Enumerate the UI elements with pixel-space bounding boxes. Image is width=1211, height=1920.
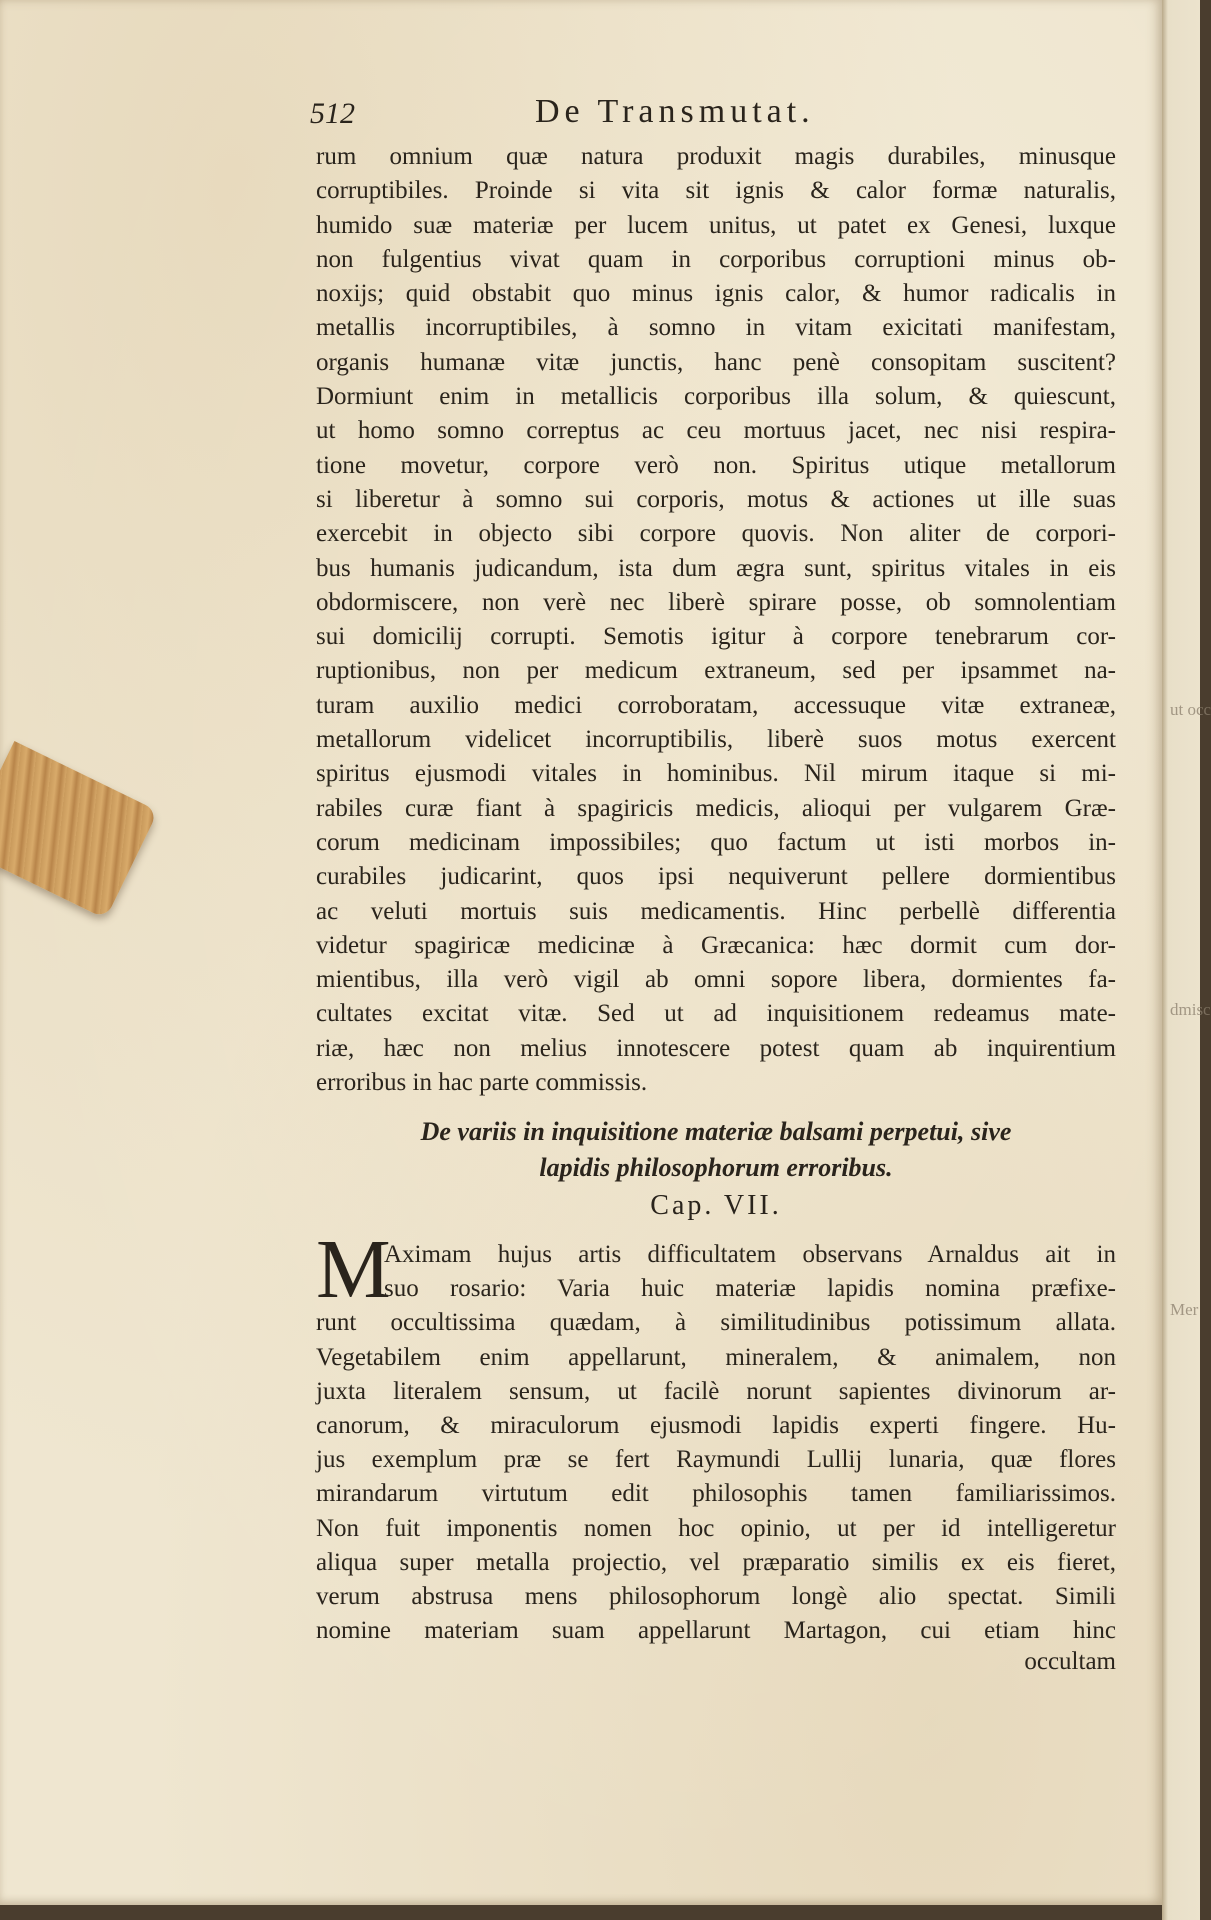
text-line: jus exemplum præ se fert Raymundi Lullij lunaria, quæ flores xyxy=(316,1446,1116,1474)
text-line: rum omnium quæ natura produxit magis durabiles, minusque xyxy=(316,143,1116,170)
section-title-line: lapidis philosophorum erroribus. xyxy=(539,1153,893,1182)
text-line: ac veluti mortuis suis medicamentis. Hinc perbellè differentia xyxy=(316,897,1116,925)
text-line: humido suæ materiæ per lucem unitus, ut patet ex Genesi, luxque xyxy=(316,211,1116,239)
text-line: tione movetur, corpore verò non. Spiritus utique metallorum xyxy=(316,451,1116,479)
text-line: juxta literalem sensum, ut facilè norunt sapientes divinorum ar- xyxy=(316,1377,1116,1405)
section-title xyxy=(346,1114,1086,1186)
text-line: Non fuit imponentis nomen hoc opinio, ut per id intelligeretur xyxy=(316,1514,1116,1542)
text-line: cultates excitat vitæ. Sed ut ad inquisitionem redeamus mate- xyxy=(316,1000,1116,1028)
drop-cap: M xyxy=(316,1223,391,1316)
text-line: exercebit in objecto sibi corpore quovis. Non aliter de corpori- xyxy=(316,520,1116,548)
text-line: ut homo somno correptus ac ceu mortuus jacet, nec nisi respira- xyxy=(316,417,1116,445)
text-line: mirandarum virtutum edit philosophis tamen familiarissimos. xyxy=(316,1480,1116,1508)
text-line: Dormiunt enim in metallicis corporibus illa solum, & quiescunt, xyxy=(316,383,1116,411)
text-line: noxijs; quid obstabit quo minus ignis calor, & humor radicalis in xyxy=(316,280,1116,308)
text-line: Vegetabilem enim appellarunt, mineralem, & animalem, non xyxy=(316,1343,1116,1371)
text-line: turam auxilio medici corroboratam, accessuque vitæ extraneæ, xyxy=(316,691,1116,719)
running-head: De Transmutat. xyxy=(535,93,815,130)
text-line: corum medicinam impossibiles; quo factum ut isti morbos in- xyxy=(316,828,1116,856)
text-line: metallorum videlicet incorruptibilis, liberè suos motus exercent xyxy=(316,726,1116,754)
text-line: verum abstrusa mens philosophorum longè alio spectat. Simili xyxy=(316,1583,1116,1611)
text-line: obdormiscere, non verè nec liberè spirare posse, ob somnolentiam xyxy=(316,588,1116,616)
text-line: suo rosario: Varia huic materiæ lapidis nomina præfixe- xyxy=(384,1275,1116,1303)
text-line: riæ, hæc non melius innotescere potest quam ab inquirentium xyxy=(316,1034,1116,1062)
text-line: runt occultissima quædam, à similitudinibus potissimum allata. xyxy=(316,1309,1116,1337)
text-line: curabiles judicarint, quos ipsi nequiverunt pellere dormientibus xyxy=(316,863,1116,891)
facing-page-edge xyxy=(1162,0,1211,1920)
text-line: videtur spagiricæ medicinæ à Græcanica: hæc dormit cum dor- xyxy=(316,931,1116,959)
body-text xyxy=(316,140,1116,1100)
text-line: organis humanæ vitæ junctis, hanc penè consopitam suscitent? xyxy=(316,348,1116,376)
text-line: ruptionibus, non per medicum extraneum, sed per ipsammet na- xyxy=(316,657,1116,685)
text-line: spiritus ejusmodi vitales in hominibus. Nil mirum itaque si mi- xyxy=(316,760,1116,788)
text-line: corruptibiles. Proinde si vita sit ignis & calor formæ naturalis, xyxy=(316,177,1116,205)
catchword: occultam xyxy=(1024,1648,1116,1675)
text-line: aliqua super metalla projectio, vel præparatio similis ex eis fieret, xyxy=(316,1548,1116,1576)
text-line: sui domicilij corrupti. Semotis igitur à corpore tenebrarum cor- xyxy=(316,623,1116,651)
text-line: metallis incorruptibiles, à somno in vitam exicitati manifestam, xyxy=(316,314,1116,342)
page-header xyxy=(310,93,1120,138)
text-line: Aximam hujus artis difficultatem observans Arnaldus ait in xyxy=(384,1241,1116,1268)
facing-page-fragment: dmisc xyxy=(1170,1000,1211,1019)
text-line: bus humanis judicandum, ista dum ægra sunt, spiritus vitales in eis xyxy=(316,554,1116,582)
section-title-line: De variis in inquisitione materiæ balsami perpetui, sive xyxy=(420,1117,1012,1146)
chapter-heading: Cap. VII. xyxy=(650,1190,782,1221)
text-line: mientibus, illa verò vigil ab omni sopore libera, dormientes fa- xyxy=(316,966,1116,994)
text-line: erroribus in hac parte commissis. xyxy=(316,1069,648,1097)
text-line: canorum, & miraculorum ejusmodi lapidis experti fingere. Hu- xyxy=(316,1412,1116,1440)
text-line: non fulgentius vivat quam in corporibus corruptioni minus ob- xyxy=(316,245,1116,273)
bamboo-page-holder xyxy=(0,741,158,919)
facing-page-fragment: ut occ xyxy=(1170,700,1211,719)
text-line: rabiles curæ fiant à spagiricis medicis, alioqui per vulgarem Græ- xyxy=(316,794,1116,822)
chapter-text xyxy=(316,1223,1116,1648)
text-line: si liberetur à somno sui corporis, motus & actiones ut ille suas xyxy=(316,485,1116,513)
text-line: nomine materiam suam appellarunt Martagon, cui etiam hinc xyxy=(316,1617,1116,1645)
facing-page-fragment: Mer xyxy=(1170,1300,1199,1319)
page-number: 512 xyxy=(310,97,355,130)
